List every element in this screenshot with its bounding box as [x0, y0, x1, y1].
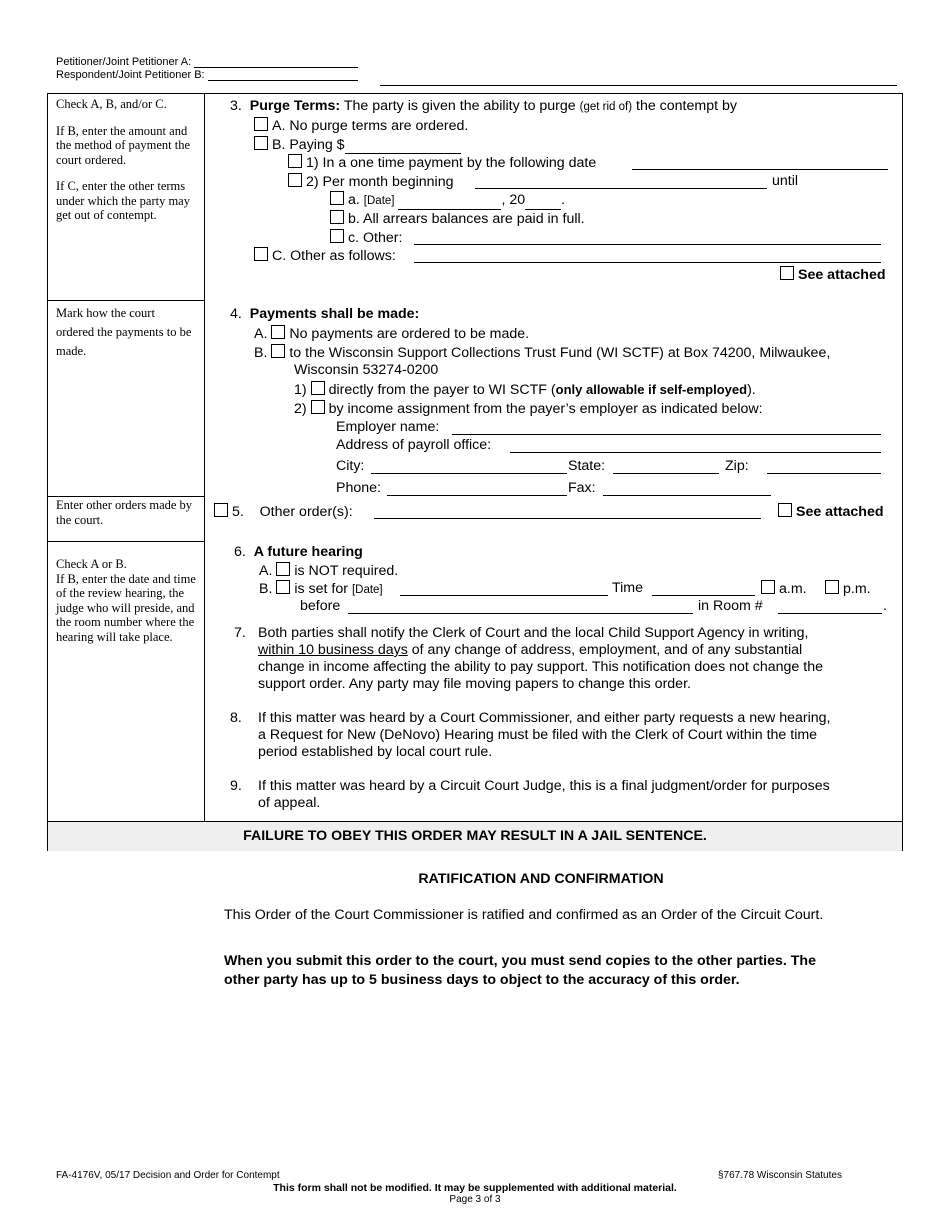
- purge-b-label: B. Paying $: [272, 137, 345, 153]
- submission-notice: [224, 952, 816, 990]
- section-number: 6.: [234, 544, 246, 560]
- respondent-field[interactable]: [208, 80, 358, 81]
- section-number: 8.: [230, 710, 242, 726]
- state-field[interactable]: [613, 473, 719, 474]
- payroll-address-field[interactable]: [510, 452, 881, 453]
- hearing-time-label: Time: [612, 580, 644, 596]
- purge-c-label: C. Other as follows:: [272, 248, 396, 264]
- purge-b1: [288, 154, 596, 172]
- sidebar-note-purge-b: If B, enter the amount and the method of payment the court ordered.: [56, 123, 190, 167]
- ratification-title: RATIFICATION AND CONFIRMATION: [418, 871, 664, 887]
- modification-notice: This form shall not be modified. It may be supplemented with additional material.: [273, 1182, 677, 1194]
- payments-title: Payments shall be made:: [249, 306, 420, 322]
- hearing-a-checkbox[interactable]: [276, 562, 290, 576]
- payments-a-label: No payments are ordered to be made.: [289, 326, 530, 342]
- sidebar-rule-1: [47, 300, 204, 301]
- other-orders-see-attached-label: See attached: [796, 504, 884, 520]
- sidebar-note-payments: Mark how the court ordered the payments to be made.: [56, 306, 192, 358]
- zip-label: Zip:: [725, 458, 749, 474]
- hearing-room-label: in Room #: [698, 598, 763, 614]
- sidebar-note-purge-c: If C, enter the other terms under which the party may get out of contempt.: [56, 179, 190, 222]
- jail-warning: FAILURE TO OBEY THIS ORDER MAY RESULT IN A JAIL SENTENCE.: [48, 821, 902, 851]
- payments-b2-checkbox[interactable]: [311, 400, 325, 414]
- section-number: 9.: [230, 778, 242, 794]
- petitioner-field[interactable]: [194, 67, 358, 68]
- purge-terms-small: (get rid of): [579, 101, 633, 113]
- hearing-room-field[interactable]: [778, 613, 882, 614]
- payments-b1-label: directly from the payer to WI SCTF (: [328, 382, 556, 398]
- hearing-heading: [234, 544, 363, 561]
- purge-b1-label: 1) In a one time payment by the following date: [306, 155, 597, 171]
- hearing-a-label: is NOT required.: [294, 563, 399, 579]
- purge-c-checkbox[interactable]: [254, 247, 268, 261]
- purge-terms-title: Purge Terms:: [249, 98, 341, 114]
- purge-b2-until: until: [772, 173, 799, 189]
- purge-c: [254, 247, 396, 265]
- phone-field[interactable]: [387, 495, 567, 496]
- payments-a-letter: A.: [254, 326, 268, 342]
- payments-b2-num: 2): [294, 401, 307, 417]
- hearing-am-label: a.m.: [779, 581, 807, 597]
- hearing-b-checkbox[interactable]: [276, 580, 290, 594]
- notify-line-3: change in income affecting the ability to pay support. This notification does not change the: [258, 659, 823, 675]
- section-number: 3.: [230, 98, 242, 114]
- hearing-am: [761, 580, 807, 598]
- payments-b-letter: B.: [254, 345, 268, 361]
- respondent-label: Respondent/Joint Petitioner B:: [56, 69, 205, 81]
- payments-b1-checkbox[interactable]: [311, 381, 325, 395]
- notify-deadline: within 10 business days: [258, 642, 408, 658]
- purge-b2-b: [330, 210, 585, 228]
- purge-see-attached-label: See attached: [798, 267, 886, 283]
- employer-field[interactable]: [452, 434, 881, 435]
- purge-see-attached-checkbox[interactable]: [780, 266, 794, 280]
- purge-b2c-field[interactable]: [414, 244, 881, 245]
- notify-line-4: support order. Any party may file moving papers to change this order.: [258, 676, 691, 692]
- purge-b2: [288, 173, 454, 191]
- other-orders-field[interactable]: [374, 518, 761, 519]
- sidebar-rule-3: [47, 541, 204, 542]
- purge-b2-label: 2) Per month beginning: [306, 174, 454, 190]
- purge-b2a-label: a.: [348, 192, 360, 208]
- statute-ref: §767.78 Wisconsin Statutes: [718, 1170, 842, 1181]
- payments-a: [254, 325, 529, 343]
- notify-line-1: Both parties shall notify the Clerk of Court and the local Child Support Agency in writing,: [258, 625, 809, 641]
- phone-label: Phone:: [336, 480, 381, 496]
- payments-b1-bold: only allowable if self-employed: [555, 382, 748, 397]
- purge-b-checkbox[interactable]: [254, 136, 268, 150]
- section-number: 4.: [230, 306, 242, 322]
- hearing-a: [259, 562, 398, 580]
- hearing-date-hint: [Date]: [351, 584, 383, 596]
- payments-heading: [230, 306, 419, 323]
- sidebar-note-hearing-body: If B, enter the date and time of the review hearing, the judge who will preside, and the room number where the hearing will take place.: [56, 571, 196, 644]
- payments-b1-num: 1): [294, 382, 307, 398]
- purge-b2-begin-field[interactable]: [475, 188, 767, 189]
- sidebar-note-hearing: [56, 557, 198, 644]
- notify-line-2-text: of any change of address, employment, and of any substantial: [407, 642, 803, 658]
- payments-b-cont: Wisconsin 53274-0200: [294, 362, 439, 378]
- purge-b2a-year-prefix: , 20: [501, 192, 526, 208]
- hearing-title: A future hearing: [253, 544, 363, 560]
- hearing-before-label: before: [300, 598, 341, 614]
- city-field[interactable]: [371, 473, 567, 474]
- purge-b2a-period: .: [561, 192, 566, 208]
- purge-b2a-checkbox[interactable]: [330, 191, 344, 205]
- city-label: City:: [336, 458, 365, 474]
- respondent-line: [56, 69, 358, 81]
- submission-notice-line-2: other party has up to 5 business days to object to the accuracy of this order.: [224, 972, 740, 988]
- other-orders-label: Other order(s):: [259, 504, 353, 520]
- sidebar-divider: [204, 93, 205, 821]
- form-id: FA-4176V, 05/17 Decision and Order for Contempt: [56, 1170, 280, 1181]
- hearing-am-checkbox[interactable]: [761, 580, 775, 594]
- purge-see-attached: [780, 266, 886, 284]
- fax-label: Fax:: [568, 480, 596, 496]
- ratification-text: This Order of the Court Commissioner is ratified and confirmed as an Order of the Circuit Court.: [224, 907, 824, 923]
- hearing-judge-field[interactable]: [348, 613, 693, 614]
- purge-b2a-date-hint: [Date]: [363, 195, 395, 207]
- hearing-date-field[interactable]: [400, 595, 608, 596]
- purge-b2c-checkbox[interactable]: [330, 229, 344, 243]
- purge-a-label: A. No purge terms are ordered.: [272, 118, 469, 134]
- payments-b: [254, 344, 830, 362]
- purge-terms-text2: the contempt by: [636, 98, 737, 114]
- hearing-a-letter: A.: [259, 563, 273, 579]
- payments-a-checkbox[interactable]: [271, 325, 285, 339]
- other-orders-see-attached: [778, 503, 884, 521]
- purge-c-field[interactable]: [414, 262, 881, 263]
- sidebar-note-hearing-title: Check A or B.: [56, 557, 127, 571]
- hearing-pm-label: p.m.: [843, 581, 871, 597]
- commissioner-line-1: If this matter was heard by a Court Commissioner, and either party requests a new hearing,: [258, 710, 831, 726]
- employer-label: Employer name:: [336, 419, 440, 435]
- payments-b-label: to the Wisconsin Support Collections Trust Fund (WI SCTF) at Box 74200, Milwaukee,: [289, 345, 831, 361]
- purge-b2b-label: b. All arrears balances are paid in full.: [348, 211, 585, 227]
- purge-terms-heading: [230, 98, 737, 116]
- hearing-b-label: is set for: [294, 581, 348, 597]
- submission-notice-line-1: When you submit this order to the court, you must send copies to the other parties. The: [224, 953, 816, 969]
- purge-b2c-label: c. Other:: [348, 230, 403, 246]
- hearing-period: .: [883, 598, 887, 614]
- other-orders-checkbox[interactable]: [214, 503, 228, 517]
- hearing-pm: [825, 580, 871, 598]
- purge-b1-checkbox[interactable]: [288, 154, 302, 168]
- purge-b2-checkbox[interactable]: [288, 173, 302, 187]
- judge-paragraph: [258, 778, 830, 812]
- purge-a: [254, 117, 468, 135]
- judge-line-2: of appeal.: [258, 795, 321, 811]
- hearing-b-letter: B.: [259, 581, 273, 597]
- notify-paragraph: [258, 625, 823, 693]
- petitioner-label: Petitioner/Joint Petitioner A:: [56, 56, 192, 68]
- purge-a-checkbox[interactable]: [254, 117, 268, 131]
- purge-b2-a: [330, 191, 565, 210]
- section-number: 7.: [234, 625, 246, 641]
- purge-b2b-checkbox[interactable]: [330, 210, 344, 224]
- petitioner-line: [56, 56, 358, 68]
- state-label: State:: [568, 458, 606, 474]
- commissioner-paragraph: [258, 710, 831, 761]
- sidebar-rule-2: [47, 496, 204, 497]
- sidebar-note-purge: [56, 97, 198, 223]
- payments-b1: [294, 381, 756, 399]
- sidebar-note-purge-title: Check A, B, and/or C.: [56, 97, 167, 111]
- zip-field[interactable]: [767, 473, 881, 474]
- hearing-time-field[interactable]: [652, 595, 755, 596]
- sidebar-note-other: Enter other orders made by the court.: [56, 498, 193, 527]
- notify-line-2: [258, 642, 823, 659]
- other-orders: [214, 503, 353, 521]
- other-orders-see-attached-checkbox[interactable]: [778, 503, 792, 517]
- header-rule: [380, 85, 897, 86]
- payroll-address-label: Address of payroll office:: [336, 437, 492, 453]
- payments-b-checkbox[interactable]: [271, 344, 285, 358]
- purge-b2-c: [330, 229, 402, 247]
- hearing-b: [259, 580, 383, 599]
- fax-field[interactable]: [603, 495, 771, 496]
- judge-line-1: If this matter was heard by a Circuit Court Judge, this is a final judgment/order for purposes: [258, 778, 830, 794]
- payments-b1-end: ).: [747, 382, 756, 398]
- commissioner-line-3: period established by local court rule.: [258, 744, 493, 760]
- purge-terms-text: The party is given the ability to purge: [343, 98, 576, 114]
- payments-b2-label: by income assignment from the payer’s employer as indicated below:: [328, 401, 763, 417]
- commissioner-line-2: a Request for New (DeNovo) Hearing must be filed with the Clerk of Court within the time: [258, 727, 818, 743]
- page-number: Page 3 of 3: [449, 1194, 501, 1205]
- payments-b2: [294, 400, 763, 418]
- hearing-pm-checkbox[interactable]: [825, 580, 839, 594]
- section-number: 5.: [232, 504, 244, 520]
- purge-b1-date-field[interactable]: [632, 169, 888, 170]
- purge-b: [254, 136, 461, 154]
